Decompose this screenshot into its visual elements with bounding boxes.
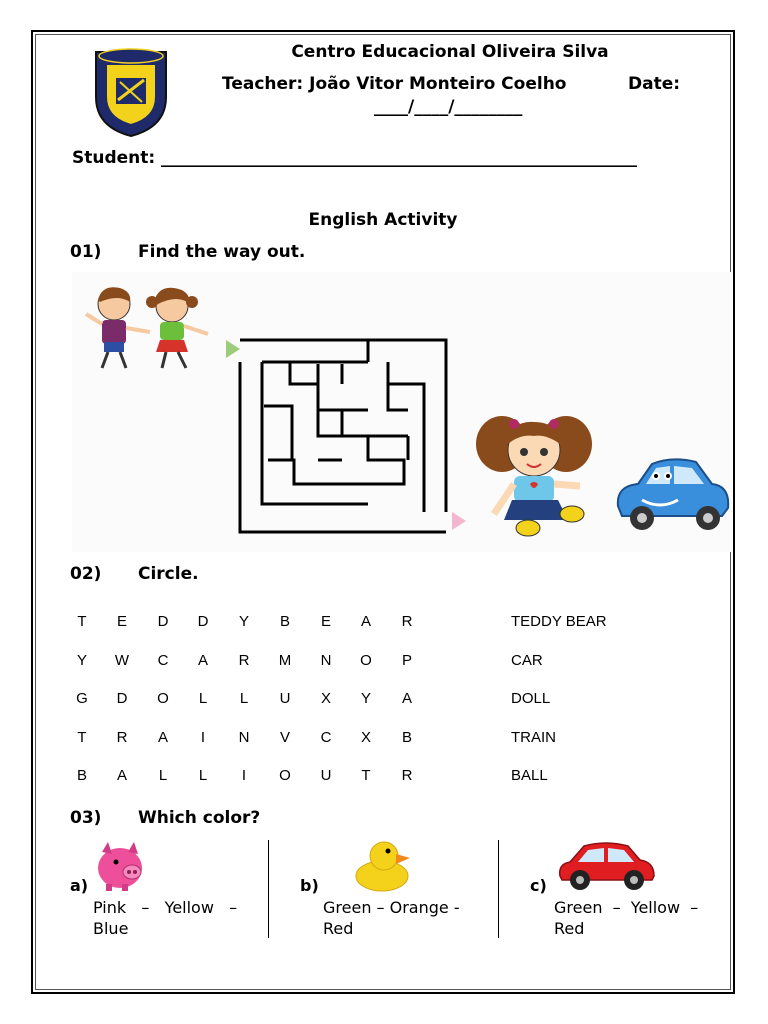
grid-letter[interactable]: U bbox=[279, 690, 291, 707]
grid-letter[interactable]: B bbox=[76, 767, 87, 784]
grid-letter[interactable]: I bbox=[200, 729, 206, 746]
grid-letter[interactable]: I bbox=[241, 767, 247, 784]
grid-letter[interactable]: T bbox=[77, 729, 87, 746]
question-1-text: Find the way out. bbox=[138, 242, 306, 262]
blue-car-icon bbox=[612, 456, 732, 534]
grid-letter[interactable]: X bbox=[360, 729, 371, 746]
grid-letter[interactable]: D bbox=[116, 690, 128, 707]
grid-letter[interactable]: O bbox=[157, 690, 169, 707]
activity-title: English Activity bbox=[308, 210, 458, 230]
grid-letter[interactable]: A bbox=[197, 652, 208, 669]
school-name: Centro Educacional Oliveira Silva bbox=[291, 42, 609, 62]
children-icon bbox=[78, 284, 223, 376]
target-word: TRAIN bbox=[511, 729, 556, 746]
grid-letter[interactable]: T bbox=[77, 613, 87, 630]
grid-letter[interactable]: A bbox=[360, 613, 371, 630]
question-2-number: 02) bbox=[70, 564, 102, 584]
option-a-line1[interactable]: Pink – Yellow – bbox=[93, 898, 238, 917]
question-1-number: 01) bbox=[70, 242, 102, 262]
grid-letter[interactable]: V bbox=[279, 729, 290, 746]
school-crest-logo bbox=[88, 42, 174, 138]
grid-letter[interactable]: Y bbox=[238, 613, 249, 630]
column-divider bbox=[498, 840, 499, 938]
grid-letter[interactable]: E bbox=[116, 613, 127, 630]
grid-letter[interactable]: E bbox=[320, 613, 331, 630]
grid-letter[interactable]: B bbox=[279, 613, 290, 630]
date-field[interactable]: ____/____/________ bbox=[374, 97, 523, 117]
option-b-line2[interactable]: Red bbox=[323, 919, 354, 938]
grid-letter[interactable]: U bbox=[320, 767, 332, 784]
target-word: TEDDY BEAR bbox=[511, 613, 607, 630]
option-a-letter: a) bbox=[70, 876, 89, 895]
grid-letter[interactable]: D bbox=[197, 613, 209, 630]
grid-letter[interactable]: P bbox=[401, 652, 412, 669]
question-3-text: Which color? bbox=[138, 808, 261, 828]
grid-letter[interactable]: C bbox=[157, 652, 169, 669]
target-word: CAR bbox=[511, 652, 543, 669]
yellow-duck-icon bbox=[354, 838, 412, 892]
column-divider bbox=[268, 840, 269, 938]
grid-letter[interactable]: L bbox=[198, 767, 208, 784]
date-label: Date: bbox=[628, 74, 681, 94]
option-b-line1[interactable]: Green – Orange - bbox=[323, 898, 460, 917]
option-a-line2[interactable]: Blue bbox=[93, 919, 129, 938]
question-2-text: Circle. bbox=[138, 564, 199, 584]
grid-letter[interactable]: M bbox=[278, 652, 292, 669]
grid-letter[interactable]: Y bbox=[76, 652, 87, 669]
grid-letter[interactable]: R bbox=[116, 729, 128, 746]
teacher-name: Teacher: João Vitor Monteiro Coelho bbox=[222, 74, 567, 94]
grid-letter[interactable]: R bbox=[401, 767, 413, 784]
grid-letter[interactable]: N bbox=[238, 729, 250, 746]
grid-letter[interactable]: O bbox=[360, 652, 372, 669]
pink-pig-icon bbox=[94, 840, 146, 892]
grid-letter[interactable]: N bbox=[320, 652, 332, 669]
grid-letter[interactable]: L bbox=[198, 690, 208, 707]
grid-letter[interactable]: L bbox=[158, 767, 168, 784]
grid-letter[interactable]: X bbox=[320, 690, 331, 707]
option-c-letter: c) bbox=[530, 876, 547, 895]
target-word: BALL bbox=[511, 767, 548, 784]
grid-letter[interactable]: L bbox=[239, 690, 249, 707]
target-word: DOLL bbox=[511, 690, 551, 707]
red-car-icon bbox=[556, 840, 656, 892]
grid-letter[interactable]: D bbox=[157, 613, 169, 630]
grid-letter[interactable]: C bbox=[320, 729, 332, 746]
question-3-number: 03) bbox=[70, 808, 102, 828]
grid-letter[interactable]: W bbox=[114, 652, 130, 669]
grid-letter[interactable]: A bbox=[401, 690, 412, 707]
grid-letter[interactable]: A bbox=[116, 767, 127, 784]
grid-letter[interactable]: G bbox=[76, 690, 88, 707]
doll-icon bbox=[472, 414, 596, 544]
option-b-letter: b) bbox=[300, 876, 319, 895]
grid-letter[interactable]: O bbox=[279, 767, 291, 784]
grid-letter[interactable]: Y bbox=[360, 690, 371, 707]
maze-puzzle[interactable] bbox=[222, 336, 470, 542]
grid-letter[interactable]: B bbox=[401, 729, 412, 746]
student-name-field[interactable]: ________________________________________________________ bbox=[161, 148, 637, 168]
grid-letter[interactable]: T bbox=[361, 767, 371, 784]
option-c-line1[interactable]: Green – Yellow – bbox=[554, 898, 699, 917]
student-label: Student: bbox=[72, 148, 156, 168]
grid-letter[interactable]: A bbox=[157, 729, 168, 746]
grid-letter[interactable]: R bbox=[401, 613, 413, 630]
grid-letter[interactable]: R bbox=[238, 652, 250, 669]
option-c-line2[interactable]: Red bbox=[554, 919, 585, 938]
